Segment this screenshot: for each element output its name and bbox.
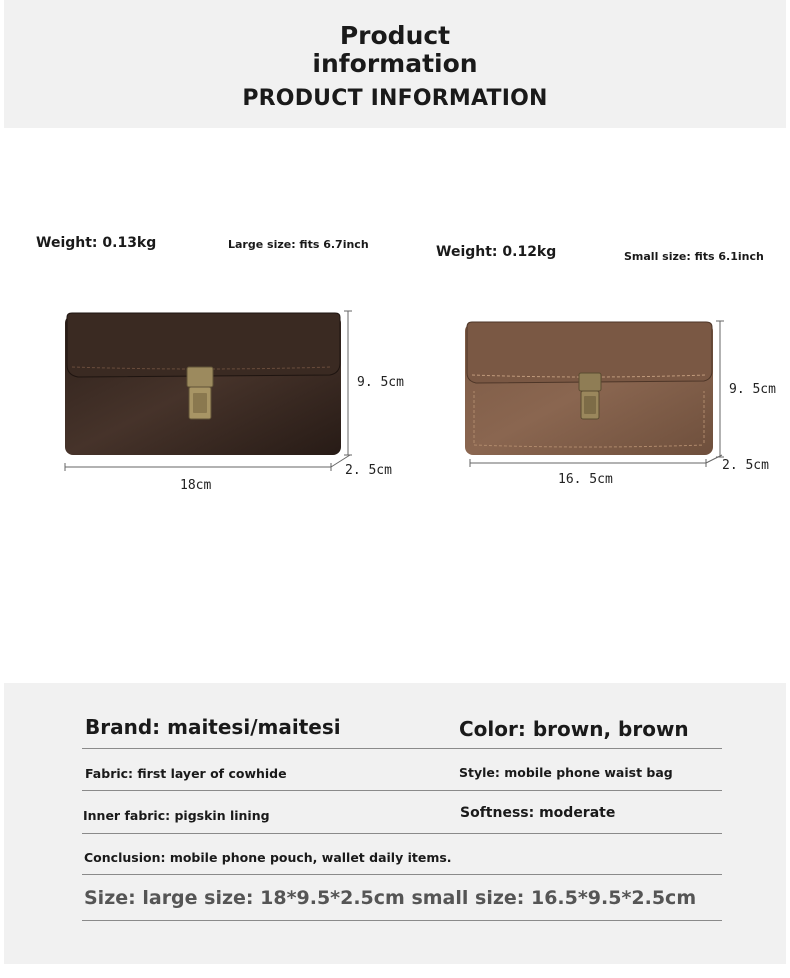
specs-panel bbox=[4, 683, 786, 964]
spec-brand: Brand: maitesi/maitesi bbox=[85, 715, 341, 739]
spec-row-conclusion bbox=[82, 834, 722, 875]
spec-fabric: Fabric: first layer of cowhide bbox=[85, 766, 287, 781]
small-size-label: Small size: fits 6.1inch bbox=[624, 250, 764, 263]
spec-row-brand bbox=[82, 709, 722, 749]
small-depth-dim: 2. 5cm bbox=[722, 458, 769, 473]
spec-row-inner bbox=[82, 791, 722, 834]
title-subtitle: PRODUCT INFORMATION bbox=[242, 86, 548, 111]
small-height-dim: 9. 5cm bbox=[729, 382, 776, 397]
small-width-dim: 16. 5cm bbox=[558, 472, 613, 487]
large-height-dim: 9. 5cm bbox=[357, 375, 404, 390]
small-weight-label: Weight: 0.12kg bbox=[436, 244, 557, 260]
spec-size: Size: large size: 18*9.5*2.5cm small size: 16.5*9.5*2.5cm bbox=[84, 887, 697, 909]
spec-inner-fabric: Inner fabric: pigskin lining bbox=[83, 808, 270, 823]
large-weight-label: Weight: 0.13kg bbox=[36, 235, 157, 251]
spec-row-size bbox=[82, 875, 722, 921]
title-line2: information bbox=[312, 49, 478, 78]
spec-softness: Softness: moderate bbox=[460, 805, 616, 821]
spec-color: Color: brown, brown bbox=[459, 717, 689, 741]
spec-conclusion: Conclusion: mobile phone pouch, wallet daily items. bbox=[84, 850, 452, 865]
header-banner bbox=[4, 0, 786, 128]
title-line1: Product bbox=[339, 21, 451, 50]
spec-row-fabric bbox=[82, 749, 722, 791]
large-width-dim: 18cm bbox=[180, 478, 212, 493]
large-depth-dim: 2. 5cm bbox=[345, 463, 392, 478]
large-bag-image bbox=[60, 305, 360, 485]
large-size-label: Large size: fits 6.7inch bbox=[228, 238, 369, 251]
spec-style: Style: mobile phone waist bag bbox=[459, 765, 673, 780]
small-bag-image bbox=[462, 315, 742, 485]
